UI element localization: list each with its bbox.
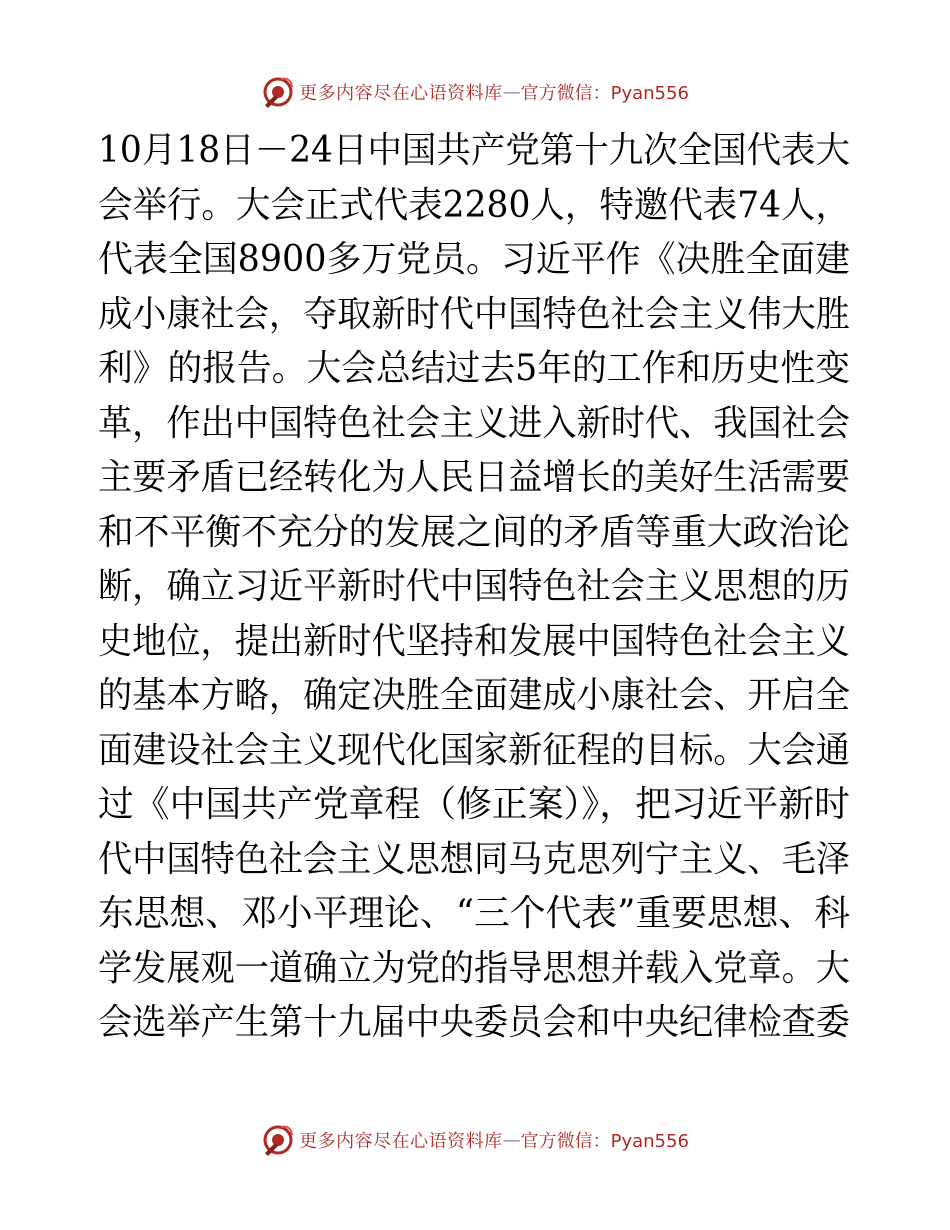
text-line: 代中国特色社会主义思想同马克思列宁主义、毛泽: [98, 838, 850, 880]
header-banner: [0, 72, 950, 112]
pen-circle-icon: [261, 1123, 295, 1157]
site-slogan: 更多内容尽在心语资料库: [299, 83, 503, 104]
text-line: 会举行。大会正式代表2280人，特邀代表74人，: [98, 184, 850, 226]
footer-banner: [0, 1120, 950, 1160]
text-line: 史地位，提出新时代坚持和发展中国特色社会主义: [98, 620, 850, 662]
text-line: 革，作出中国特色社会主义进入新时代、我国社会: [98, 402, 850, 444]
text-line: 学发展观一道确立为党的指导思想并载入党章。大: [98, 947, 850, 989]
text-line: 利》的报告。大会总结过去5年的工作和历史性变: [98, 348, 850, 389]
wechat-contact: 官方微信：Pyan556: [520, 83, 689, 104]
text-line: 和不平衡不充分的发展之间的矛盾等重大政治论: [98, 511, 850, 553]
text-line: 10月18日－24日中国共产党第十九次全国代表大: [98, 130, 850, 171]
text-line: 东思想、邓小平理论、“三个代表”重要思想、科: [98, 893, 850, 934]
text-line: 断，确立习近平新时代中国特色社会主义思想的历: [98, 566, 850, 607]
site-slogan: 更多内容尽在心语资料库: [299, 1131, 503, 1152]
text-line: 主要矛盾已经转化为人民日益增长的美好生活需要: [98, 457, 850, 498]
text-line: 面建设社会主义现代化国家新征程的目标。大会通: [98, 729, 850, 771]
text-line: 的基本方略，确定决胜全面建成小康社会、开启全: [98, 675, 850, 716]
document-body: [98, 124, 858, 1051]
pen-circle-icon: [261, 75, 295, 109]
text-line: 代表全国8900多万党员。习近平作《决胜全面建: [98, 239, 850, 280]
text-line: 会选举产生第十九届中央委员会和中央纪律检查委: [98, 1002, 850, 1043]
banner-separator: —: [502, 81, 521, 103]
banner-separator: —: [502, 1129, 521, 1151]
wechat-contact: 官方微信：Pyan556: [520, 1131, 689, 1152]
text-line: 过《中国共产党章程（修正案）》，把习近平新时: [98, 784, 850, 825]
text-line: 成小康社会，夺取新时代中国特色社会主义伟大胜: [98, 293, 850, 335]
